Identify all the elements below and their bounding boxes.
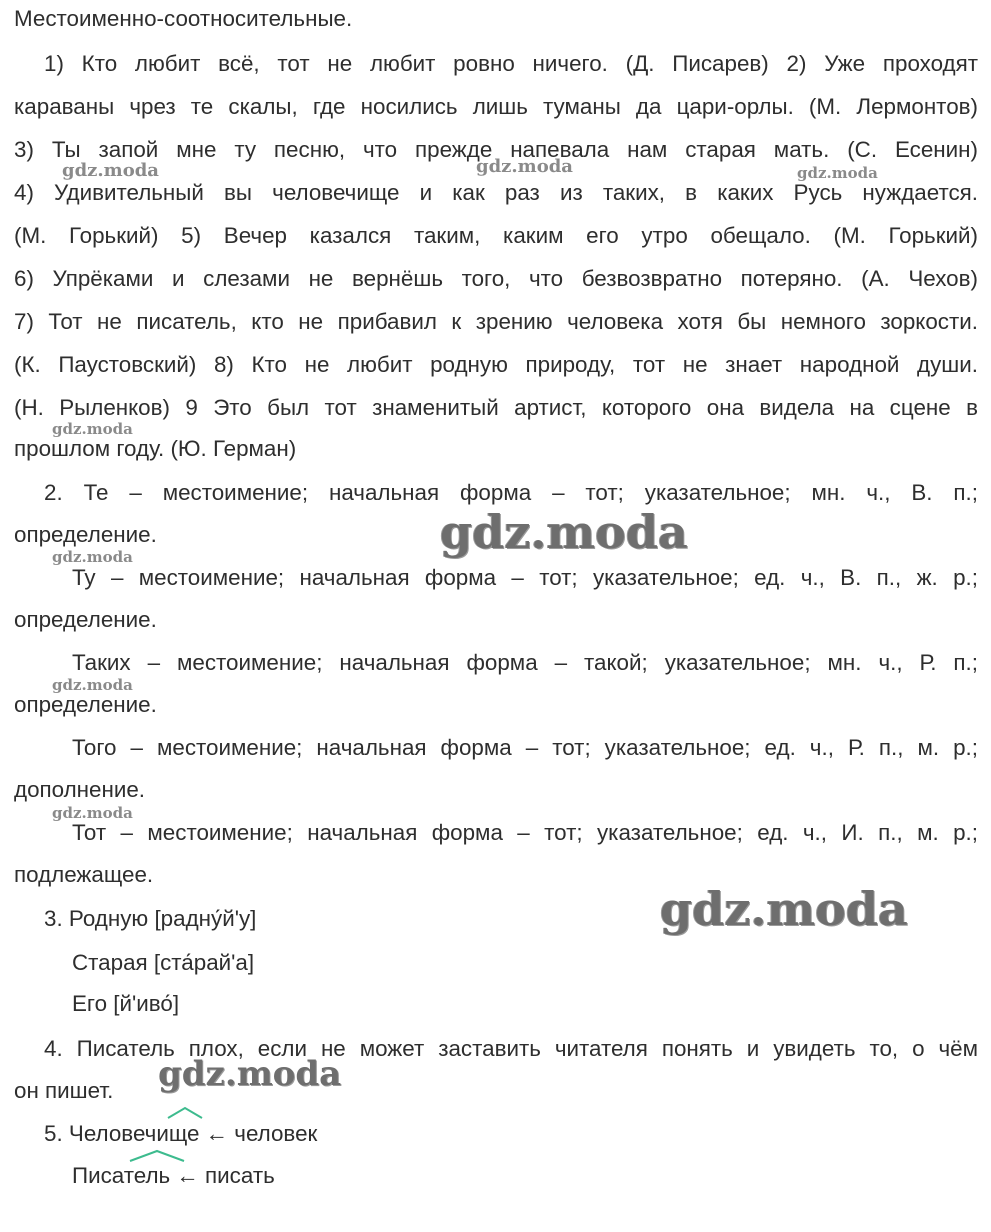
watermark-logo: gdz.moda: [62, 160, 159, 181]
suffix-mark-icon: [166, 1106, 204, 1120]
task3-line: Старая [ста́рай'а]: [72, 950, 255, 975]
task2-line: определение.: [14, 522, 157, 547]
task2-line: Тот – местоимение; начальная форма – тот; указательное; ед. ч., И. п., м. р.;: [72, 820, 978, 845]
task1-line: прошлом году. (Ю. Герман): [14, 436, 297, 461]
task1-line: 1) Кто любит всё, тот не любит ровно ничего. (Д. Писарев) 2) Уже проходят: [44, 51, 978, 76]
task2-line: Таких – местоимение; начальная форма – такой; указательное; мн. ч., Р. п.;: [72, 650, 978, 675]
task1-line: 6) Упрёками и слезами не вернёшь того, что безвозвратно потеряно. (А. Чехов): [14, 266, 978, 291]
task2-line: определение.: [14, 607, 157, 632]
watermark-logo: gdz.moda: [158, 1054, 342, 1094]
task3-line: 3. Родную [радну́й'у]: [44, 906, 257, 931]
watermark-logo: gdz.moda: [52, 548, 133, 566]
task2-line: определение.: [14, 692, 157, 717]
task4-line: 4. Писатель плох, если не может заставить читателя понять и увидеть то, о чём: [44, 1036, 978, 1061]
task3-line: Его [й'иво́]: [72, 991, 180, 1016]
suffix-mark-icon: [128, 1149, 186, 1163]
task2-line: 2. Те – местоимение; начальная форма – тот; указательное; мн. ч., В. п.;: [44, 480, 978, 505]
task1-line: 7) Тот не писатель, кто не прибавил к зрению человека хотя бы немного зоркости.: [14, 309, 978, 334]
task5-line: 5. Человечище ← человек: [44, 1121, 318, 1146]
task1-line: 3) Ты запой мне ту песню, что прежде напевала нам старая мать. (С. Есенин): [14, 137, 978, 162]
watermark-logo: gdz.moda: [52, 676, 133, 694]
watermark-logo: gdz.moda: [440, 505, 688, 559]
task1-line: (Н. Рыленков) 9 Это был тот знаменитый артист, которого она видела на сцене в: [14, 395, 978, 420]
task2-line: Того – местоимение; начальная форма – тот; указательное; ед. ч., Р. п., м. р.;: [72, 735, 978, 760]
task2-line: подлежащее.: [14, 862, 154, 887]
section-heading: Местоименно-соотносительные.: [14, 6, 353, 31]
watermark-logo: gdz.moda: [797, 164, 878, 182]
task1-line: караваны чрез те скалы, где носились лишь туманы да цари-орлы. (М. Лермонтов): [14, 94, 978, 119]
watermark-logo: gdz.moda: [660, 882, 908, 936]
task4-line: он пишет.: [14, 1078, 114, 1103]
watermark-logo: gdz.moda: [52, 804, 133, 822]
task2-line: Ту – местоимение; начальная форма – тот; указательное; ед. ч., В. п., ж. р.;: [72, 565, 978, 590]
task2-line: дополнение.: [14, 777, 146, 802]
watermark-logo: gdz.moda: [52, 420, 133, 438]
task1-line: (К. Паустовский) 8) Кто не любит родную природу, тот не знает народной души.: [14, 352, 978, 377]
task1-line: 4) Удивительный вы человечище и как раз из таких, в каких Русь нуждается.: [14, 180, 978, 205]
watermark-logo: gdz.moda: [476, 156, 573, 177]
task5-line: Писатель ← писать: [72, 1163, 275, 1188]
task1-line: (М. Горький) 5) Вечер казался таким, каким его утро обещало. (М. Горький): [14, 223, 978, 248]
